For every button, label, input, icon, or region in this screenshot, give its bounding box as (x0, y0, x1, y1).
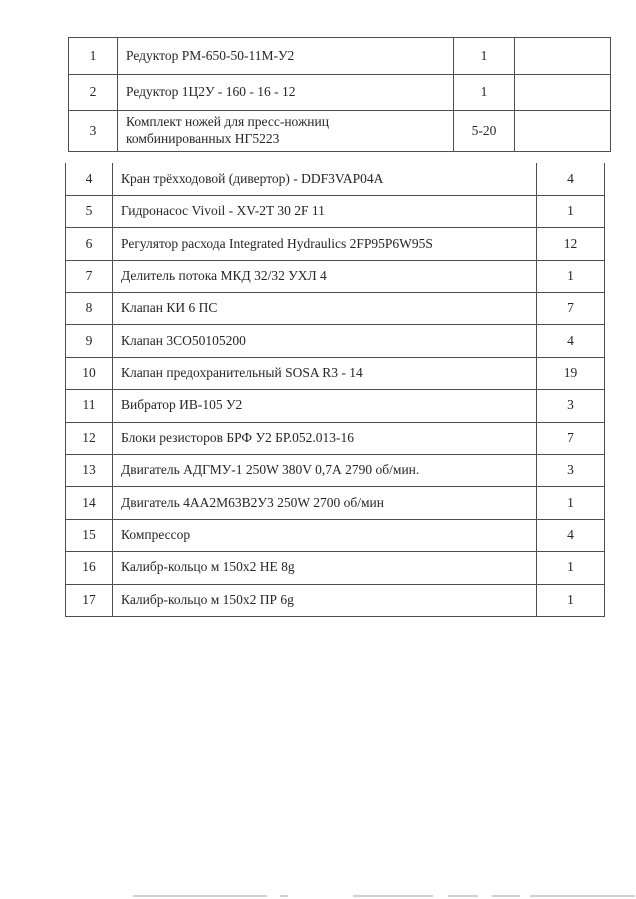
cell-qty: 3 (537, 455, 605, 487)
cell-name: Клапан КИ 6 ПС (113, 293, 537, 325)
cutoff-text-fragment (280, 895, 288, 897)
cell-qty: 19 (537, 357, 605, 389)
cell-qty: 1 (454, 75, 515, 111)
cell-qty: 1 (537, 260, 605, 292)
cell-qty: 4 (537, 325, 605, 357)
table-row (66, 519, 605, 551)
cutoff-text-fragment (492, 895, 520, 897)
parts-table-continued (65, 163, 605, 617)
cell-num: 16 (66, 552, 113, 584)
cell-name: Двигатель 4АА2М63В2У3 250W 2700 об/мин (113, 487, 537, 519)
cell-qty: 1 (537, 487, 605, 519)
cell-name: Делитель потока МКД 32/32 УХЛ 4 (113, 260, 537, 292)
cell-num: 12 (66, 422, 113, 454)
cell-num: 9 (66, 325, 113, 357)
cell-qty: 5-20 (454, 111, 515, 152)
table-row (69, 38, 611, 75)
cell-name: Калибр-кольцо м 150х2 НЕ 8g (113, 552, 537, 584)
table-row (66, 357, 605, 389)
cell-name: Клапан предохранительный SOSA R3 - 14 (113, 357, 537, 389)
cutoff-text-fragment (353, 895, 433, 897)
cell-num: 15 (66, 519, 113, 551)
cell-qty: 4 (537, 163, 605, 195)
cutoff-text-fragment (448, 895, 478, 897)
table-row (66, 228, 605, 260)
parts-table-top (68, 37, 611, 152)
table-row (69, 111, 611, 152)
cell-name: Кран трёхходовой (дивертор) - DDF3VAP04A (113, 163, 537, 195)
cell-qty: 3 (537, 390, 605, 422)
cell-num: 1 (69, 38, 118, 75)
cell-name: Двигатель АДГМУ-1 250W 380V 0,7А 2790 об/мин. (113, 455, 537, 487)
cell-qty: 4 (537, 519, 605, 551)
table-row (66, 195, 605, 227)
cell-num: 17 (66, 584, 113, 616)
cutoff-text-fragment (133, 895, 267, 897)
cell-qty: 1 (454, 38, 515, 75)
cell-qty: 12 (537, 228, 605, 260)
cell-name: Редуктор РМ-650-50-11М-У2 (118, 38, 454, 75)
cell-num: 2 (69, 75, 118, 111)
cell-name: Гидронасос Vivoil - XV-2T 30 2F 11 (113, 195, 537, 227)
cell-name: Редуктор 1Ц2У - 160 - 16 - 12 (118, 75, 454, 111)
cell-qty: 1 (537, 195, 605, 227)
cell-name: Блоки резисторов БРФ У2 БР.052.013-16 (113, 422, 537, 454)
table-row (66, 163, 605, 195)
cell-num: 4 (66, 163, 113, 195)
parts-table-top-body (69, 38, 611, 152)
cell-qty: 1 (537, 584, 605, 616)
cell-qty: 7 (537, 422, 605, 454)
cell-note (515, 111, 611, 152)
cell-num: 11 (66, 390, 113, 422)
table-row (69, 75, 611, 111)
cell-num: 7 (66, 260, 113, 292)
table-row (66, 487, 605, 519)
cell-num: 5 (66, 195, 113, 227)
cell-qty: 1 (537, 552, 605, 584)
cell-num: 3 (69, 111, 118, 152)
table-row (66, 552, 605, 584)
table-row (66, 293, 605, 325)
table-row (66, 584, 605, 616)
cell-name: Комплект ножей для пресс-ножниц комбинированных НГ5223 (118, 111, 454, 152)
cell-num: 8 (66, 293, 113, 325)
table-row (66, 260, 605, 292)
table-row (66, 390, 605, 422)
table-row (66, 455, 605, 487)
cell-num: 13 (66, 455, 113, 487)
table-row (66, 325, 605, 357)
cell-name: Клапан 3CO50105200 (113, 325, 537, 357)
cell-note (515, 38, 611, 75)
cell-name: Калибр-кольцо м 150х2 ПР 6g (113, 584, 537, 616)
cell-note (515, 75, 611, 111)
cell-name: Регулятор расхода Integrated Hydraulics 2FP95P6W95S (113, 228, 537, 260)
cell-num: 10 (66, 357, 113, 389)
cell-qty: 7 (537, 293, 605, 325)
cell-name: Компрессор (113, 519, 537, 551)
table-row (66, 422, 605, 454)
cell-num: 14 (66, 487, 113, 519)
cell-num: 6 (66, 228, 113, 260)
parts-table-continued-body (66, 163, 605, 616)
cell-name: Вибратор ИВ-105 У2 (113, 390, 537, 422)
cutoff-text-fragment (530, 895, 635, 897)
